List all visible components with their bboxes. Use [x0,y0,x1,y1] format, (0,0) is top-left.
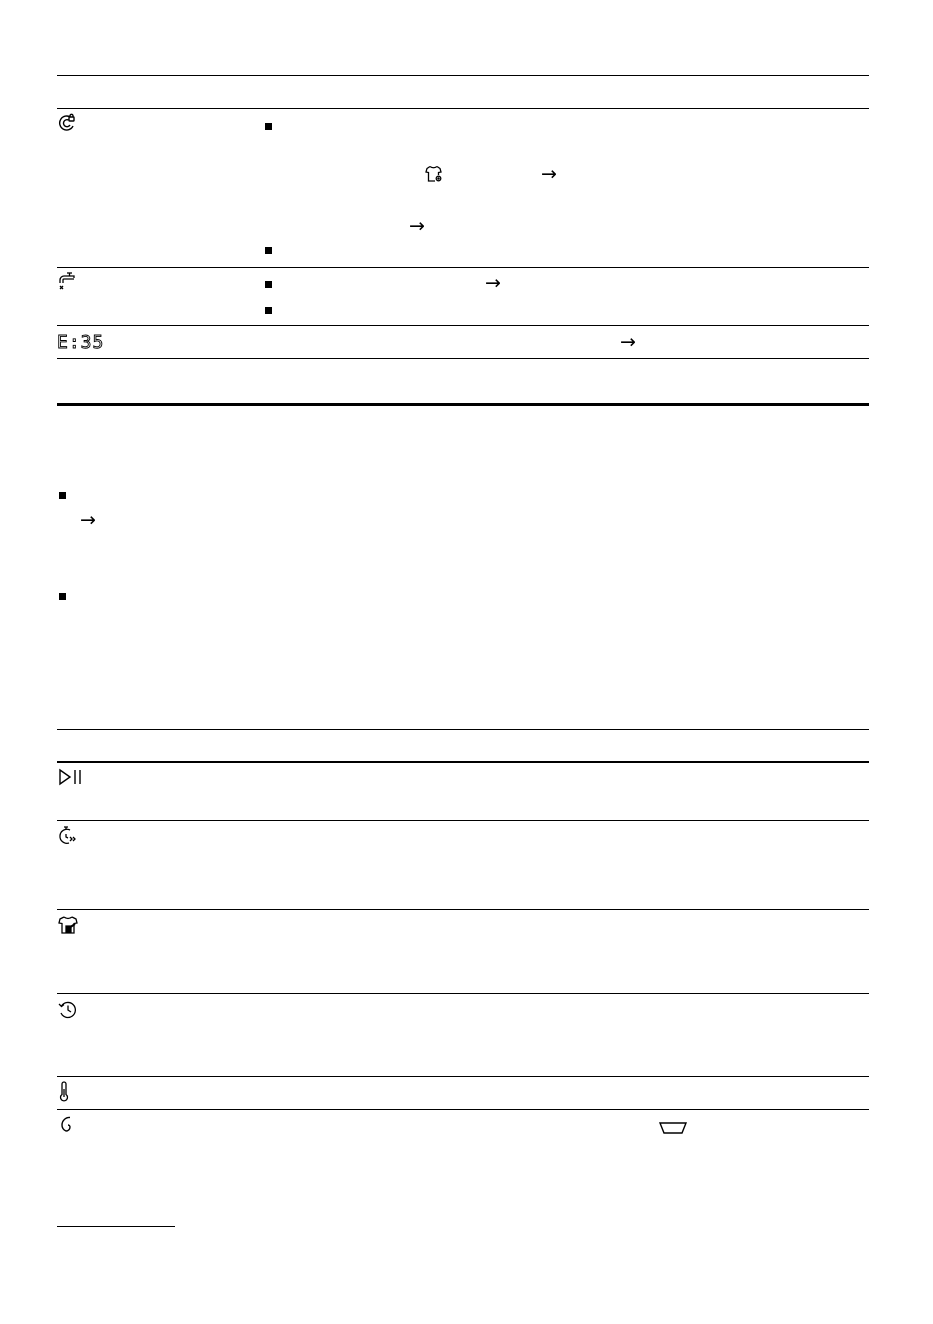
table-top-rule [57,729,869,730]
list-bullet [265,247,272,254]
row-divider [57,909,869,910]
section-rule [57,403,869,406]
list-bullet [59,492,66,499]
row-divider [57,993,869,994]
arrow-icon: → [409,215,425,237]
arrow-icon: → [620,331,636,353]
speed-timer-icon [58,826,80,846]
table-header-rule [57,108,869,109]
list-bullet [265,281,272,288]
delay-end-icon [58,1000,78,1020]
row-divider [57,1076,869,1077]
arrow-icon: → [485,272,501,294]
start-pause-icon [58,768,84,786]
shirt-stain-icon [58,915,80,935]
row-divider [57,325,869,326]
footnote-rule [57,1226,175,1227]
display-readout: E:35 [57,332,105,353]
list-bullet [265,123,272,130]
list-bullet [265,307,272,314]
shirt-settings-icon [425,165,443,183]
row-divider [57,358,869,359]
table-header-rule [57,761,869,763]
child-lock-icon [58,114,76,132]
thermometer-icon [58,1082,70,1102]
time-display-icon [57,332,105,353]
row-divider [57,267,869,268]
water-tap-icon [58,272,76,292]
list-bullet [59,593,66,600]
arrow-icon: → [80,509,96,531]
row-divider [57,1109,869,1110]
tub-icon [659,1121,687,1135]
row-divider [57,820,869,821]
spin-icon [58,1115,78,1135]
arrow-icon: → [541,163,557,185]
table-top-rule [57,75,869,76]
